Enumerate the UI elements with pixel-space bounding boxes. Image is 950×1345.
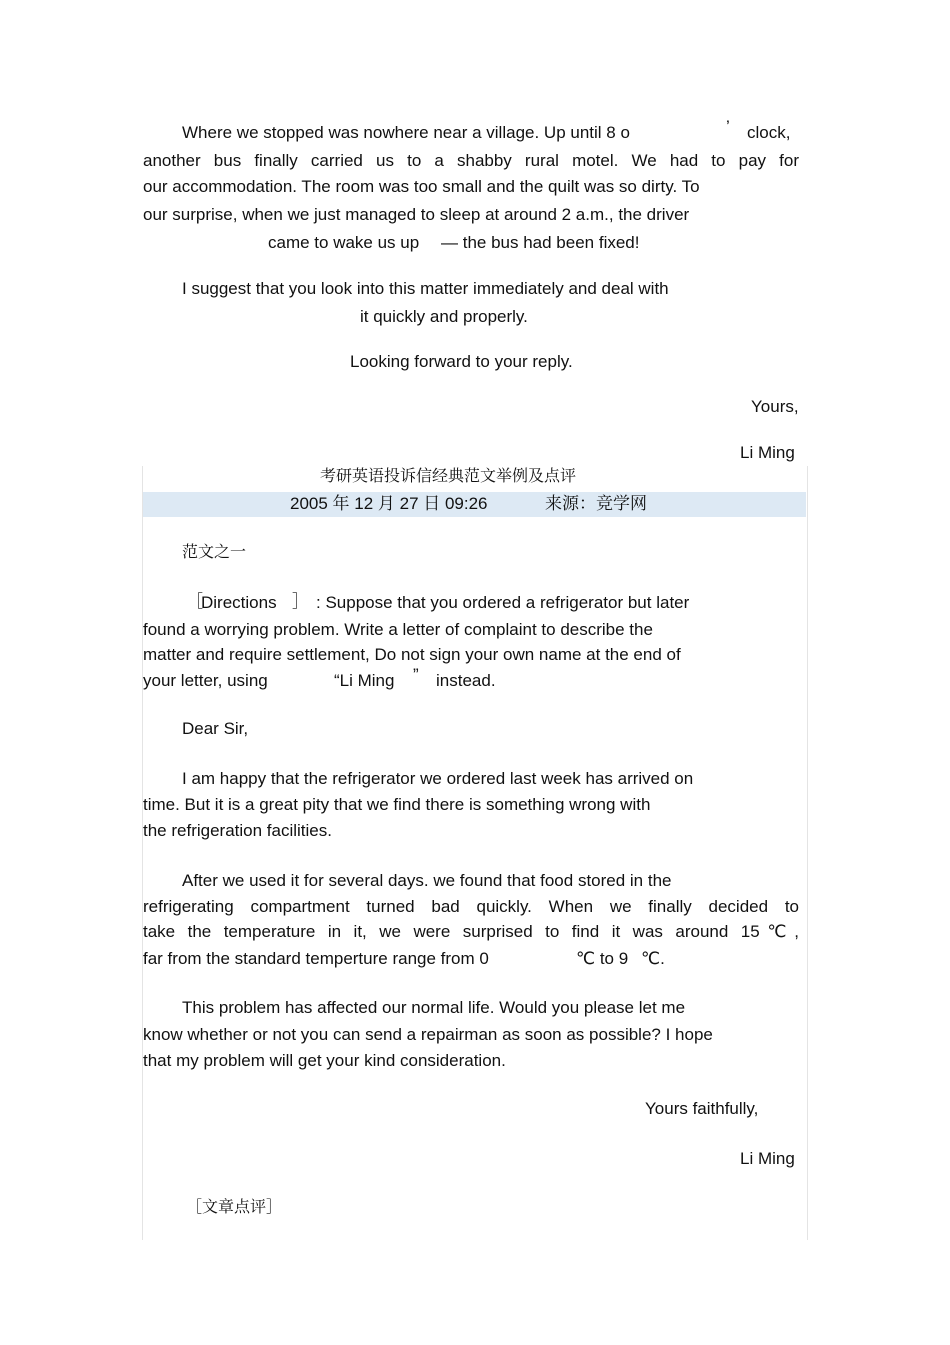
salutation: Dear Sir, [182,719,249,738]
directions-text: : Suppose that you ordered a refrigerator but later [316,593,690,612]
directions-text: found a worrying problem. Write a letter of complaint to describe the [143,620,653,639]
body-line: This problem has affected our normal life. Would you please let me [182,998,686,1017]
review-heading: ［文章点评］ [186,1197,283,1216]
directions-text: “Li Ming [334,671,395,690]
body-line: the refrigeration facilities. [143,821,332,840]
directions-text: instead. [436,671,496,690]
letter-closing: Looking forward to your reply. [350,352,573,371]
body-line: take the temperature in it, we were surprised to find it was around 15℃, [143,922,799,941]
directions-text: matter and require settlement, Do not sign your own name at the end of [143,645,681,664]
article-signoff: Yours faithfully, [645,1099,759,1118]
body-line: refrigerating compartment turned bad quickly. When we finally decided to [143,897,799,916]
body-line: I am happy that the refrigerator we ordered last week has arrived on [182,769,694,788]
apostrophe: ’ [726,117,730,136]
body-line: After we used it for several days. we found that food stored in the [182,871,672,890]
article-date: 2005 年 12 月 27 日 09:26 [290,494,488,513]
body-line: that my problem will get your kind consideration. [143,1051,506,1070]
letter-line: I suggest that you look into this matter immediately and deal with [182,279,669,298]
letter-line: it quickly and properly. [360,307,528,326]
body-line: time. But it is a great pity that we find there is something wrong with [143,795,651,814]
letter-signature: Li Ming [740,443,795,462]
letter-signoff: Yours, [751,397,799,416]
body-line: far from the standard temperture range from 0 [143,949,489,968]
letter-line: — the bus had been fixed! [441,233,640,252]
directions-text: ” [413,665,419,684]
letter-line: Where we stopped was nowhere near a village. Up until 8 o [182,123,630,142]
letter-line: came to wake us up [268,233,420,252]
article-signature: Li Ming [740,1149,795,1168]
body-line: ℃. [641,949,665,968]
article-title: 考研英语投诉信经典范文举例及点评 [320,466,577,485]
letter-line: another bus finally carried us to a shabby rural motel. We had to pay for [143,151,799,170]
directions-open-bracket: ［ [186,592,203,612]
letter-line: our surprise, when we just managed to sleep at around 2 a.m., the driver [143,205,690,224]
body-line: know whether or not you can send a repairman as soon as possible? I hope [143,1025,713,1044]
article-source: 来源：竞学网 [545,494,647,513]
letter-line: clock, [747,123,791,142]
directions-label: Directions [201,593,277,612]
article-frame [142,466,808,1240]
body-line: ℃ to 9 [576,949,629,968]
sample-heading: 范文之一 [182,542,247,561]
directions-close-bracket: ］ [292,592,309,612]
directions-text: your letter, using [143,671,268,690]
letter-line: our accommodation. The room was too small and the quilt was so dirty. To [143,177,700,196]
